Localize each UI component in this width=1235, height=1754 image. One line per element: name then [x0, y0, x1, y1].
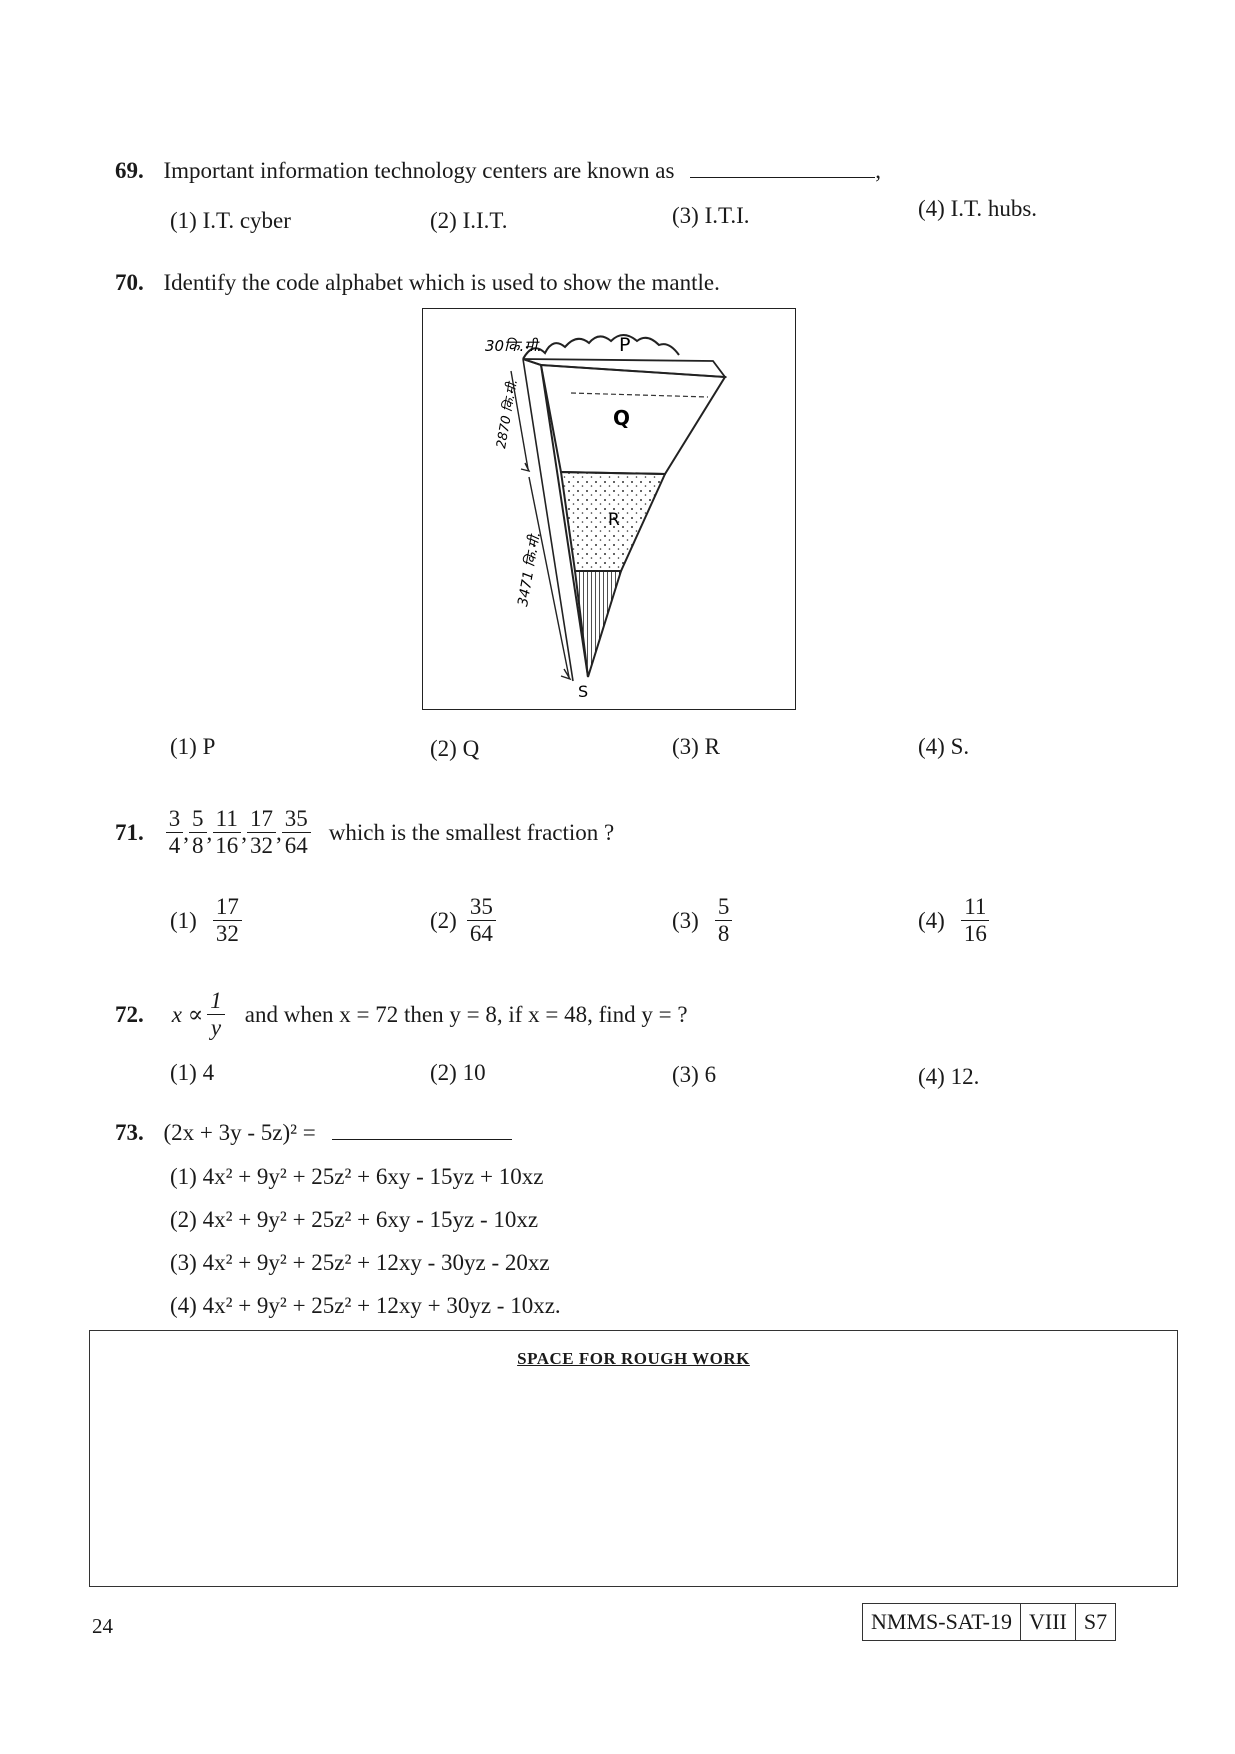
label-core-depth: 3471 कि.मी.	[515, 530, 545, 608]
question-71	[115, 806, 614, 860]
label-p: P	[619, 334, 631, 356]
question-text: which is the smallest fraction ?	[328, 819, 615, 845]
paper-code-box	[862, 1603, 1116, 1641]
q71-option-4[interactable]	[918, 894, 990, 948]
q72-option-1[interactable]: (1) 4	[170, 1060, 215, 1085]
q69-option-1[interactable]: (1) I.T. cyber	[170, 208, 291, 233]
class-code: VIII	[1021, 1604, 1076, 1640]
q73-option-2[interactable]: (2) 4x² + 9y² + 25z² + 6xy - 15yz - 10xz	[170, 1207, 539, 1232]
option-label: (3)	[672, 907, 699, 933]
label-r: R	[608, 510, 620, 530]
fraction-list: $\frac{3}{4}$ , $\frac{5}{8}$ , $\frac{11}{16}$ , $\frac{17}{32}$ , $\frac{35}{64}$	[166, 806, 311, 860]
question-text: and when x = 72 then y = 8, if x = 48, find y = ?	[244, 1001, 688, 1027]
question-end-punct: ,	[875, 158, 881, 183]
option-fraction: $\frac{5}{8}$	[715, 894, 733, 948]
q71-option-1[interactable]	[170, 894, 242, 948]
q72-option-4[interactable]: (4) 12.	[918, 1064, 980, 1089]
exam-code: NMMS-SAT-19	[863, 1604, 1021, 1640]
question-73	[115, 1120, 512, 1146]
option-fraction: $\frac{35}{64}$	[467, 894, 496, 948]
label-crust-depth: 30कि.मी.	[485, 337, 542, 355]
set-code: S7	[1083, 1609, 1108, 1634]
proportion-lhs: x ∝	[171, 1001, 204, 1027]
question-number: 71.	[115, 819, 144, 845]
question-number: 73.	[115, 1120, 144, 1145]
q72-option-3[interactable]: (3) 6	[672, 1062, 717, 1087]
question-number: 70.	[115, 270, 144, 295]
q70-option-4[interactable]: (4) S.	[918, 734, 970, 759]
question-text: Important information technology centers are known as	[163, 158, 675, 183]
question-text: (2x + 3y - 5z)² =	[163, 1120, 316, 1145]
answer-blank	[690, 177, 875, 178]
q70-option-3[interactable]: (3) R	[672, 734, 720, 759]
question-number: 69.	[115, 158, 144, 183]
fraction: $\frac{3}{4}$	[166, 806, 184, 860]
fraction: $\frac{11}{16}$	[212, 806, 241, 860]
q73-option-1[interactable]: (1) 4x² + 9y² + 25z² + 6xy - 15yz + 10xz	[170, 1164, 544, 1189]
rough-work-title: SPACE FOR ROUGH WORK	[517, 1349, 750, 1368]
option-label: (4)	[918, 907, 945, 933]
rough-work-area	[89, 1330, 1178, 1587]
option-fraction: $\frac{17}{32}$	[213, 894, 242, 948]
q71-option-3[interactable]	[672, 894, 732, 948]
q69-option-2[interactable]: (2) I.I.T.	[430, 208, 508, 233]
q73-option-4[interactable]: (4) 4x² + 9y² + 25z² + 12xy + 30yz - 10xz.	[170, 1293, 561, 1318]
q70-option-2[interactable]: (2) Q	[430, 736, 480, 761]
label-mantle-depth: 2870 कि.मी.	[494, 378, 522, 450]
q72-option-2[interactable]: (2) 10	[430, 1060, 486, 1085]
question-text: Identify the code alphabet which is used to show the mantle.	[163, 270, 720, 295]
fraction: $\frac{17}{32}$	[247, 806, 276, 860]
option-label: (1)	[170, 907, 197, 933]
earth-layers-diagram	[422, 308, 796, 710]
q69-option-4[interactable]: (4) I.T. hubs.	[918, 196, 1038, 221]
option-label: (2)	[430, 907, 457, 933]
q70-option-1[interactable]: (1) P	[170, 734, 216, 759]
question-number: 72.	[115, 1001, 144, 1027]
earth-layers-drawing	[423, 309, 795, 709]
fraction: $\frac{35}{64}$	[282, 806, 311, 860]
q71-option-2[interactable]	[430, 894, 496, 948]
page-number: 24	[92, 1614, 113, 1638]
answer-blank	[332, 1139, 512, 1140]
question-69	[115, 158, 881, 184]
question-72	[115, 988, 688, 1042]
q69-option-3[interactable]: (3) I.T.I.	[672, 203, 750, 228]
option-fraction: $\frac{11}{16}$	[961, 894, 990, 948]
fraction: $\frac{5}{8}$	[189, 806, 207, 860]
question-70	[115, 270, 720, 296]
q73-option-3[interactable]: (3) 4x² + 9y² + 25z² + 12xy - 30yz - 20xz	[170, 1250, 550, 1275]
label-s: S	[578, 682, 589, 701]
label-q: Q	[613, 406, 631, 430]
proportion-fraction: $\frac{1}{y}$	[207, 988, 225, 1042]
